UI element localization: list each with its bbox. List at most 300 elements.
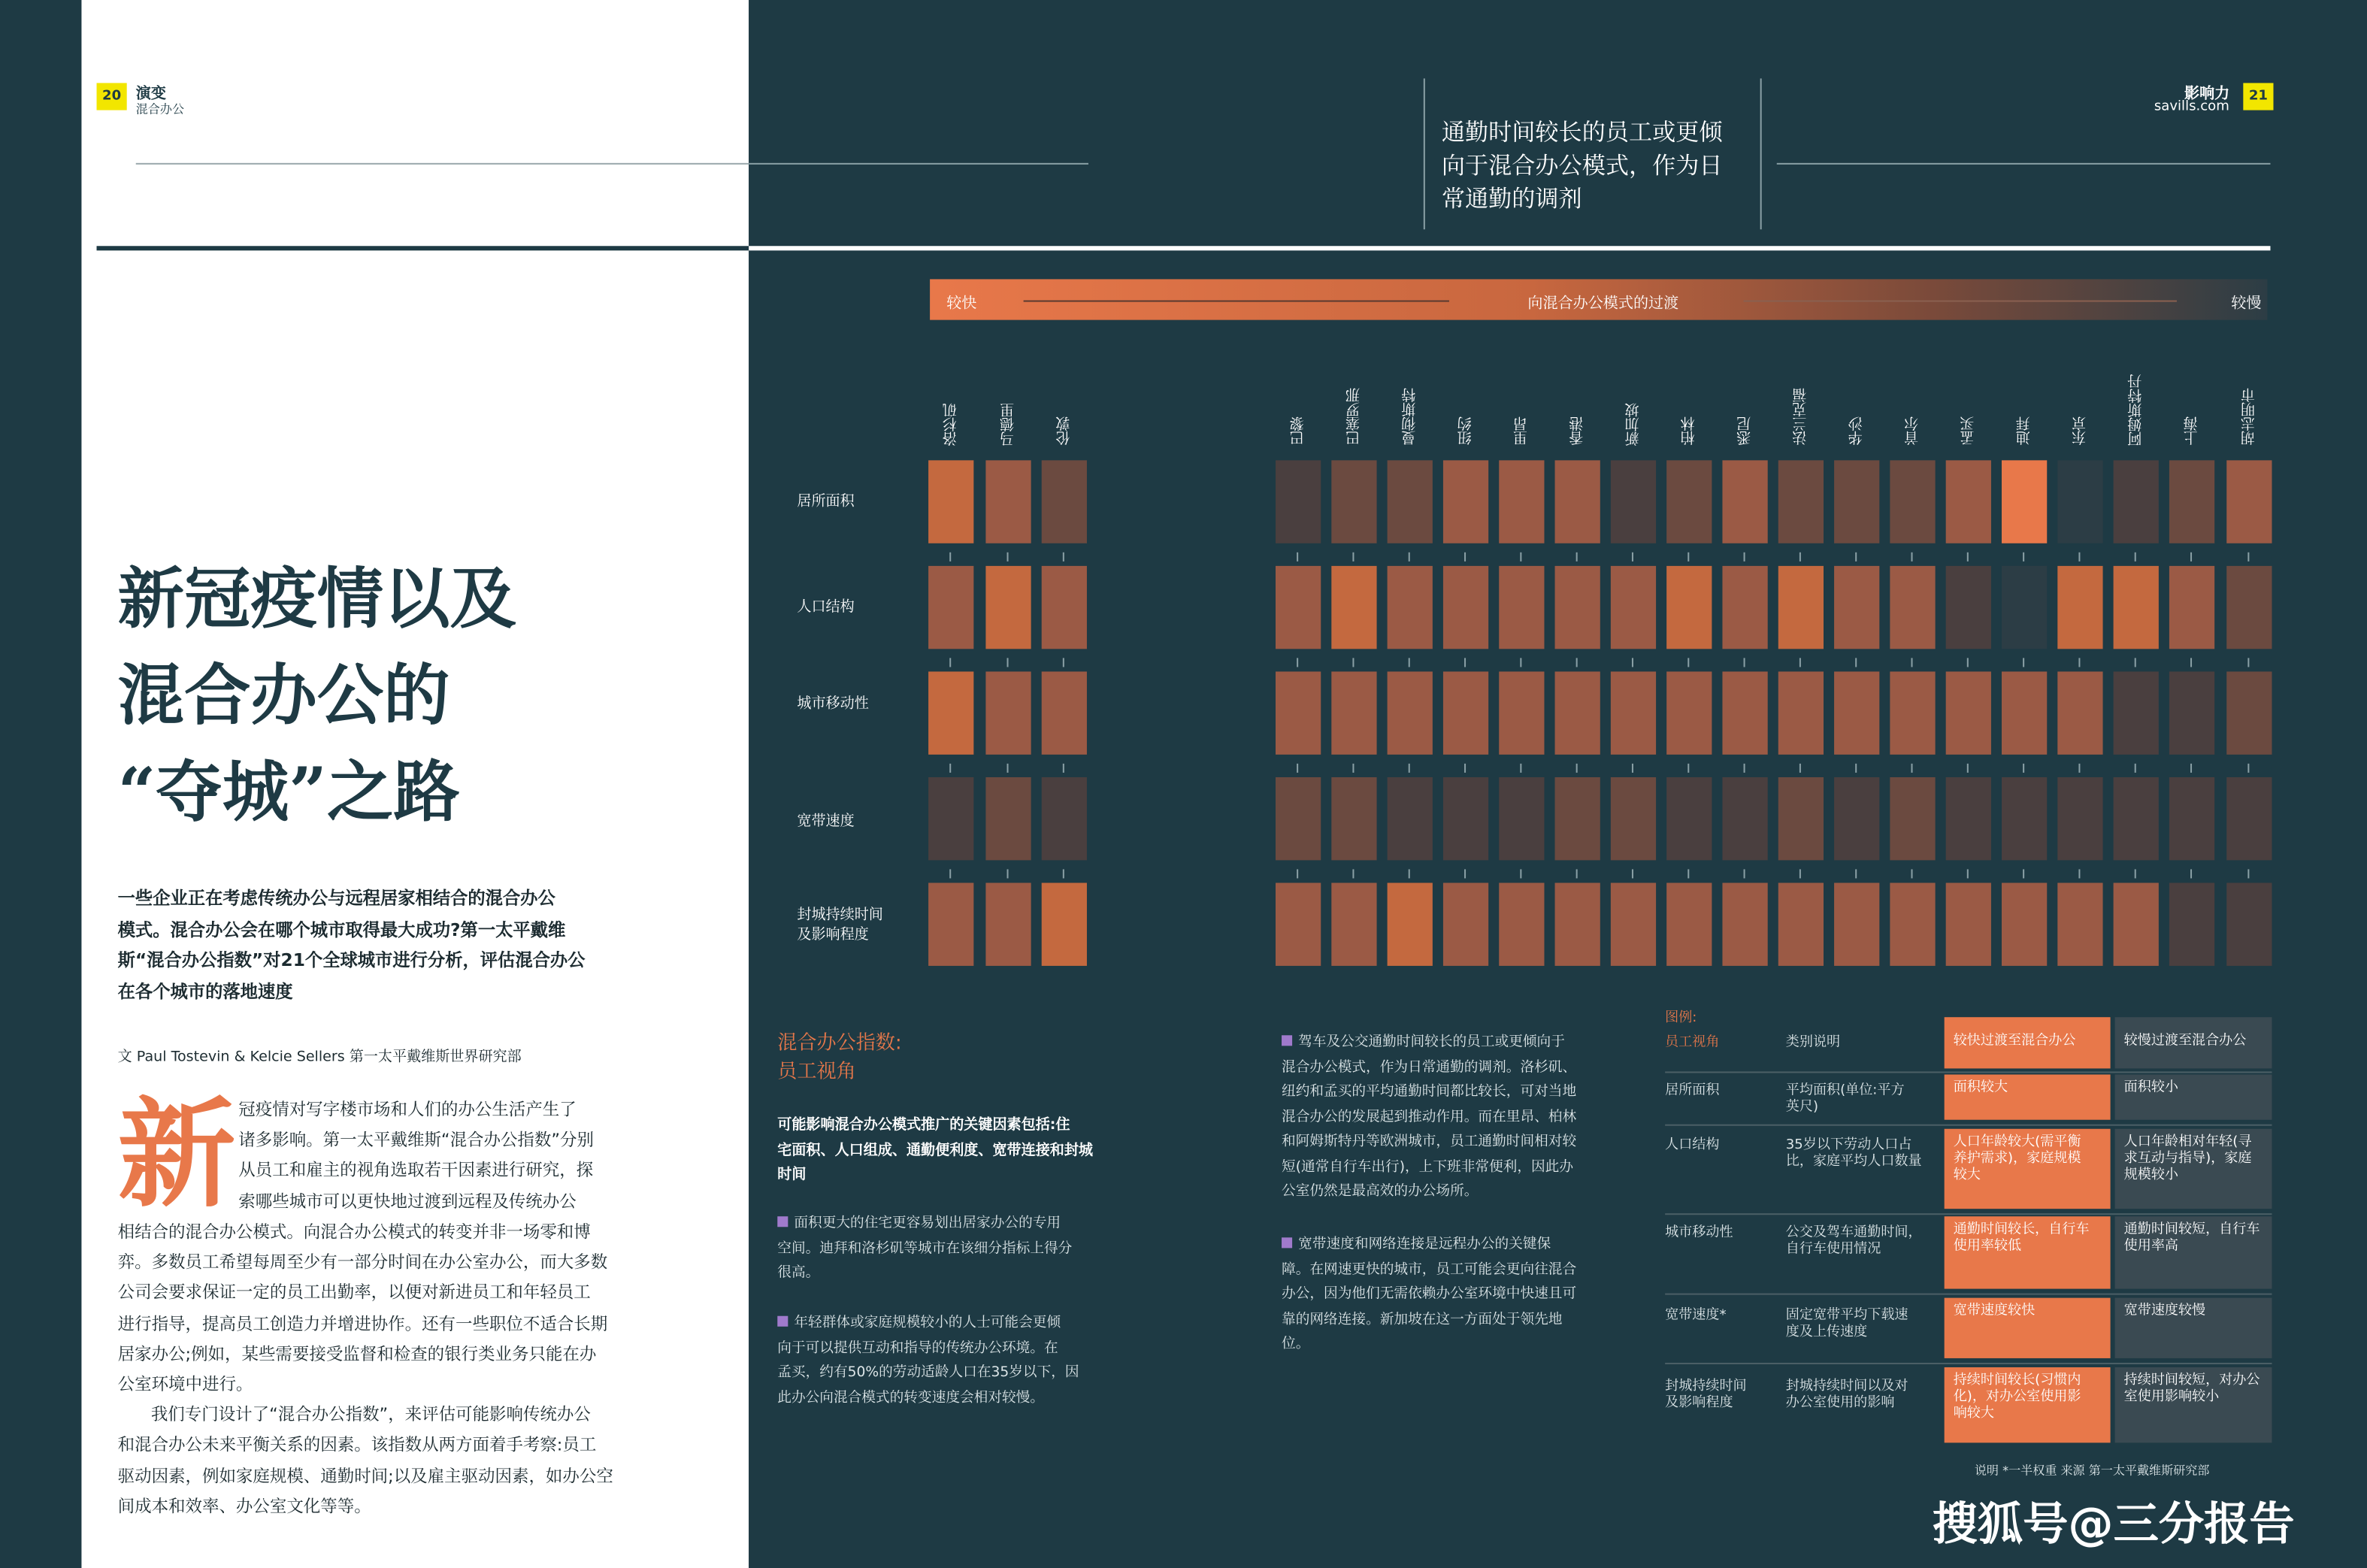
left-margin-strip [0, 0, 81, 1568]
gradient-label-fast: 较快 [946, 295, 977, 313]
heatmap-cell [985, 460, 1031, 543]
heatmap-cell [1834, 671, 1879, 754]
row-tick [1744, 764, 1745, 773]
legend-row-name: 封城持续时间 及影响程度 [1665, 1379, 1747, 1412]
row-tick [2247, 764, 2249, 773]
heatmap-cell [1778, 883, 1824, 966]
row-tick [1464, 869, 1466, 878]
note-line: 很高。 [777, 1264, 820, 1282]
city-label: 胡志明市 [2241, 387, 2259, 446]
note-line: 混合办公的发展起到推动作用。而在里昂、柏林 [1282, 1108, 1577, 1125]
heatmap-cell [1666, 566, 1712, 649]
row-tick [2190, 869, 2192, 878]
row-tick [1352, 552, 1354, 562]
note-line: 面积更大的住宅更容易划出居家办公的专用 [794, 1215, 1061, 1232]
legend-row-name: 城市移动性 [1665, 1225, 1733, 1241]
body-line: 诸多影响。第一太平戴维斯“混合办公指数”分别 [238, 1131, 594, 1151]
heatmap-cell [2226, 671, 2272, 754]
heatmap-cell [1388, 671, 1433, 754]
heatmap-cell [928, 671, 973, 754]
row-tick [2247, 552, 2249, 562]
note-line: 混合办公模式，作为日常通勤的调剂。洛杉矶、 [1282, 1058, 1577, 1076]
city-label: 巴黎 [1291, 416, 1308, 446]
row-tick [1297, 552, 1298, 562]
row-tick [1799, 764, 1801, 773]
bullet-icon [1282, 1035, 1292, 1046]
heatmap-cell [1722, 883, 1767, 966]
heatmap-cell [1555, 460, 1600, 543]
body-line: 相结合的混合办公模式。向混合办公模式的转变并非一场零和博 [117, 1222, 591, 1243]
legend-row-fast: 持续时间较长(习惯内 化)，对办公室使用影 响较大 [1945, 1367, 2111, 1442]
heatmap-cell [1778, 566, 1824, 649]
heatmap-cell [1834, 777, 1879, 860]
heatmap-cell [1555, 883, 1600, 966]
row-tick [2247, 869, 2249, 878]
legend-row-slow: 人口年龄相对年轻(寻 求互动与指导)，家庭 规模较小 [2115, 1129, 2272, 1209]
note-line: 年轻群体或家庭规模较小的人士可能会更倾 [794, 1314, 1061, 1331]
heatmap-cell [1388, 777, 1433, 860]
city-label: 纽约 [1458, 416, 1476, 446]
row-tick [1744, 658, 1745, 667]
heatmap-cell [1499, 777, 1544, 860]
row-tick [2078, 869, 2080, 878]
heatmap-cell [2226, 460, 2272, 543]
heatmap-cell [1388, 566, 1433, 649]
row-tick [1352, 869, 1354, 878]
row-tick [1063, 869, 1064, 878]
row-tick [1967, 552, 1969, 562]
row-tick [1464, 552, 1466, 562]
row-tick [1855, 552, 1857, 562]
heatmap-cell [1388, 460, 1433, 543]
note-line: 位。 [1282, 1335, 1310, 1352]
lede-line: 一些企业正在考虑传统办公与远程居家相结合的混合办公 [117, 887, 555, 909]
heatmap-cell [1666, 460, 1712, 543]
header-rule [136, 163, 749, 165]
heatmap-cell [1890, 566, 1935, 649]
note-line: 宽带速度和网络连接是远程办公的关键保 [1298, 1236, 1551, 1253]
heatmap-cell [1611, 460, 1656, 543]
row-tick [949, 552, 951, 562]
index-title-line: 员工视角 [777, 1061, 856, 1084]
row-tick [1687, 658, 1689, 667]
heatmap-cell [1443, 671, 1488, 754]
row-tick [1520, 658, 1521, 667]
heatmap-cell [2226, 883, 2272, 966]
heatmap-cell [985, 671, 1031, 754]
row-tick [1967, 658, 1969, 667]
heatmap-cell [2169, 460, 2214, 543]
index-title-line: 混合办公指数: [777, 1032, 902, 1055]
headline-line: “夺城”之路 [117, 754, 460, 832]
index-intro [777, 1114, 1102, 1188]
legend-separator [1665, 1363, 2272, 1364]
heatmap-cell [2002, 460, 2047, 543]
note-line: 孟买，约有50%的劳动适龄人口在35岁以下，因 [777, 1364, 1079, 1382]
legend-row-name: 宽带速度* [1665, 1308, 1727, 1324]
legend-row-slow: 宽带速度较慢 [2115, 1298, 2272, 1358]
body-line: 弈。多数员工希望每周至少有一部分时间在办公室办公，而大多数 [117, 1252, 608, 1273]
row-tick [949, 869, 951, 878]
row-tick [1911, 869, 1912, 878]
row-tick [1007, 658, 1009, 667]
gradient-line-right [1744, 301, 2177, 302]
row-tick [1352, 658, 1354, 667]
body-line: 和混合办公未来平衡关系的因素。该指数从两方面着手考察:员工 [117, 1436, 597, 1456]
factor-label: 人口结构 [797, 599, 855, 616]
row-tick [2247, 658, 2249, 667]
city-label: 柏林 [1681, 416, 1699, 446]
heatmap-cell [928, 566, 973, 649]
pull-quote-line: 常通勤的调剂 [1441, 185, 1582, 213]
body-full [118, 1218, 631, 1523]
legend-row-name: 人口结构 [1665, 1137, 1720, 1153]
pull-quote-line: 向于混合办公模式，作为日 [1441, 152, 1723, 180]
row-tick [1520, 764, 1521, 773]
quote-rule-right [1760, 78, 1762, 229]
index-intro-line: 时间 [777, 1166, 807, 1184]
note-commute [1282, 1031, 1606, 1205]
heatmap-cell [1890, 671, 1935, 754]
legend-row-desc: 封城持续时间以及对 办公室使用的影响 [1785, 1379, 1908, 1412]
index-intro-line: 可能影响混合办公模式推广的关键因素包括:住 [777, 1116, 1070, 1134]
row-tick [1799, 658, 1801, 667]
legend-row-fast: 人口年龄较大(需平衡 养护需求)，家庭规模 较大 [1945, 1129, 2111, 1209]
heatmap-cell [928, 777, 973, 860]
heatmap-cell [2114, 883, 2159, 966]
row-tick [2190, 552, 2192, 562]
body-line: 间成本和效率、办公室文化等等。 [117, 1497, 371, 1517]
row-tick [949, 764, 951, 773]
row-tick [1687, 552, 1689, 562]
heatmap-cell [1890, 460, 1935, 543]
factor-label: 宽带速度 [797, 813, 855, 831]
row-tick [1744, 552, 1745, 562]
heatmap-cell [2057, 777, 2102, 860]
heatmap-cell [1834, 883, 1879, 966]
row-tick [949, 658, 951, 667]
heatmap-cell [985, 883, 1031, 966]
page-number-badge-right: 21 [2243, 83, 2273, 110]
row-tick [1297, 869, 1298, 878]
heatmap-cell [2057, 671, 2102, 754]
header-rule-right-a [749, 163, 1088, 165]
city-label: 悉尼 [1737, 416, 1754, 446]
header-rule-right-b [1777, 163, 2271, 165]
body-line: 进行指导，提高员工创造力并增进协作。还有一些职位不适合长期 [117, 1313, 608, 1334]
heatmap-cell [2002, 671, 2047, 754]
heatmap-cell [1834, 460, 1879, 543]
legend-row-fast: 通勤时间较长，自行车 使用率较低 [1945, 1216, 2111, 1288]
row-tick [1911, 552, 1912, 562]
section-title: 演变 [135, 86, 166, 103]
row-tick [1297, 658, 1298, 667]
row-tick [2023, 552, 2024, 562]
heatmap-cell [1946, 777, 1991, 860]
row-tick [1063, 658, 1064, 667]
row-tick [1799, 552, 1801, 562]
section-subtitle: 混合办公 [135, 102, 185, 117]
lede-line: 斯“混合办公指数”对21个全球城市进行分析，评估混合办公 [117, 949, 586, 970]
heatmap-cell [1666, 777, 1712, 860]
heatmap-cell [1443, 566, 1488, 649]
legend-row-desc: 平均面积(单位:平方 英尺) [1785, 1083, 1905, 1115]
legend-row-fast: 面积较大 [1945, 1074, 2111, 1119]
city-label: 伦敦 [1056, 416, 1073, 446]
gradient-line-left [1024, 301, 1449, 302]
heatmap-cell [1834, 566, 1879, 649]
heatmap-cell [1331, 777, 1376, 860]
heatmap-cell [1331, 566, 1376, 649]
row-tick [1007, 764, 1009, 773]
heatmap-cell [2057, 883, 2102, 966]
heatmap-cell [1331, 883, 1376, 966]
row-tick [1409, 764, 1410, 773]
city-label: 迪拜 [2017, 416, 2034, 446]
body-indented [238, 1096, 616, 1218]
body-line: 公司会要求保证一定的员工出勤率，以便对新进员工和年轻员工 [117, 1283, 591, 1303]
row-tick [2023, 658, 2024, 667]
index-title [777, 1029, 901, 1086]
brand-title: 影响力 [2184, 86, 2230, 103]
legend-row-desc: 35岁以下劳动人口占 比，家庭平均人口数量 [1785, 1137, 1922, 1170]
heatmap-cell [2169, 883, 2214, 966]
heatmap-cell [1778, 671, 1824, 754]
watermark: 搜狐号@三分报告 [1932, 1498, 2295, 1551]
byline: 文 Paul Tostevin & Kelcie Sellers 第一太平戴维斯世界研究部 [117, 1049, 522, 1066]
heatmap-cell [2002, 566, 2047, 649]
heatmap-cell [985, 777, 1031, 860]
city-label: 新加坡 [1625, 402, 1643, 446]
row-tick [1967, 764, 1969, 773]
legend-row-name: 居所面积 [1665, 1083, 1720, 1099]
heatmap-cell [1890, 883, 1935, 966]
heatmap-cell [1499, 460, 1544, 543]
body-line: 我们专门设计了“混合办公指数”，来评估可能影响传统办公 [150, 1405, 591, 1425]
row-tick [1464, 658, 1466, 667]
heatmap-cell [1443, 777, 1488, 860]
brand-site: savills.com [2154, 99, 2229, 115]
body-line: 公室环境中进行。 [117, 1375, 253, 1395]
heatmap-cell [1331, 671, 1376, 754]
heatmap-cell [928, 883, 973, 966]
row-tick [2023, 764, 2024, 773]
row-tick [1352, 764, 1354, 773]
city-label: 首尔 [1905, 416, 1922, 446]
heatmap-cell [1276, 671, 1321, 754]
note-line: 和阿姆斯特丹等欧洲城市，员工通勤时间相对较 [1282, 1133, 1577, 1150]
row-tick [1576, 658, 1578, 667]
heatmap-cell [2226, 566, 2272, 649]
heatmap-cell [1042, 566, 1087, 649]
heatmap-cell [1722, 777, 1767, 860]
row-tick [1967, 869, 1969, 878]
city-label: 马德里 [1000, 402, 1018, 446]
heatmap-cell [1722, 460, 1767, 543]
heatmap-cell [1042, 671, 1087, 754]
row-tick [2078, 658, 2080, 667]
legend-row-slow: 面积较小 [2115, 1074, 2272, 1119]
note-line: 靠的网络连接。新加坡在这一方面处于领先地 [1282, 1310, 1563, 1327]
city-label: 巴塞罗那 [1346, 387, 1364, 446]
legend-separator [1665, 1213, 2272, 1215]
legend-header-desc: 类别说明 [1785, 1035, 1841, 1051]
row-tick [1297, 764, 1298, 773]
row-tick [1855, 869, 1857, 878]
heatmap-cell [2114, 671, 2159, 754]
row-tick [1520, 869, 1521, 878]
heatmap-cell [1946, 566, 1991, 649]
note-area [777, 1212, 1102, 1286]
legend-separator [1665, 1294, 2272, 1295]
legend-header-factor: 员工视角 [1665, 1035, 1720, 1051]
row-tick [1744, 869, 1745, 878]
legend-row-slow: 通勤时间较短，自行车 使用率高 [2115, 1216, 2272, 1288]
heatmap-cell [928, 460, 973, 543]
note-line: 此办公向混合模式的转变速度会相对较慢。 [777, 1389, 1045, 1406]
heatmap-cell [1042, 883, 1087, 966]
legend-row-desc: 固定宽带平均下载速 度及上传速度 [1785, 1308, 1908, 1340]
legend-row-slow: 持续时间较短，对办公 室使用影响较小 [2115, 1367, 2272, 1442]
heatmap-cell [1276, 883, 1321, 966]
heatmap-cell [1276, 777, 1321, 860]
lede-line: 模式。混合办公会在哪个城市取得最大成功?第一太平戴维 [117, 918, 566, 940]
heatmap-cell [2057, 566, 2102, 649]
heatmap-cell [1042, 460, 1087, 543]
row-tick [1911, 764, 1912, 773]
gradient-label-center: 向混合办公模式的过渡 [1527, 295, 1679, 313]
legend-separator [1665, 1071, 2272, 1073]
row-tick [1632, 552, 1633, 562]
header-thick-rule [97, 246, 749, 250]
bullet-icon [777, 1216, 788, 1227]
row-tick [1576, 552, 1578, 562]
heatmap-cell [2114, 460, 2159, 543]
headline-line: 混合办公的 [117, 658, 450, 735]
heatmap-cell [2226, 777, 2272, 860]
body-line: 居家办公;例如，某些需要接受监督和检查的银行类业务只能在办 [117, 1344, 597, 1364]
legend-header-fast: 较快过渡至混合办公 [1945, 1017, 2111, 1068]
heatmap-cell [1555, 671, 1600, 754]
heatmap-cell [1666, 671, 1712, 754]
heatmap-cell [1946, 460, 1991, 543]
city-label: 洛杉矶 [943, 402, 961, 446]
gradient-label-slow: 较慢 [2231, 295, 2262, 313]
note-line: 驾车及公交通勤时间较长的员工或更倾向于 [1298, 1034, 1565, 1051]
note-line: 纽约和孟买的平均通勤时间都比较长，可对当地 [1282, 1083, 1577, 1100]
drop-cap: 新 [117, 1086, 236, 1224]
heatmap-cell [1946, 883, 1991, 966]
row-tick [1632, 869, 1633, 878]
factor-label: 居所面积 [797, 493, 855, 510]
pull-quote-line: 通勤时间较长的员工或更倾 [1441, 119, 1723, 147]
body-line: 从员工和雇主的视角选取若干因素进行研究，探 [238, 1161, 594, 1181]
city-label: 香港 [1569, 416, 1587, 446]
heatmap-cell [1946, 671, 1991, 754]
heatmap-cell [2002, 883, 2047, 966]
heatmap-cell [1331, 460, 1376, 543]
row-tick [1855, 658, 1857, 667]
heatmap-cell [1443, 883, 1488, 966]
note-line: 短(通常自行车出行)，上下班非常便利，因此办 [1282, 1158, 1574, 1175]
heatmap-cell [2114, 777, 2159, 860]
headline [118, 552, 516, 842]
row-tick [1520, 552, 1521, 562]
heatmap-cell [2169, 671, 2214, 754]
factor-label: 封城持续时间 及影响程度 [797, 907, 883, 943]
row-tick [2190, 658, 2192, 667]
row-tick [1799, 869, 1801, 878]
row-tick [1687, 764, 1689, 773]
row-tick [1576, 764, 1578, 773]
bullet-icon [1282, 1237, 1292, 1248]
city-label: 上海 [2184, 416, 2202, 446]
heatmap-cell [1722, 566, 1767, 649]
row-tick [2078, 552, 2080, 562]
city-label: 东京 [2072, 416, 2090, 446]
heatmap-cell [1890, 777, 1935, 860]
heatmap-cell [1722, 671, 1767, 754]
row-tick [1576, 869, 1578, 878]
legend-footnote: 说明 *一半权重 来源 第一太平戴维斯研究部 [1974, 1464, 2210, 1478]
city-label: 里昂 [1514, 416, 1531, 446]
city-label: 阿姆斯特丹 [2128, 373, 2145, 446]
row-tick [2078, 764, 2080, 773]
note-line: 向于可以提供互动和指导的传统办公环境。在 [777, 1339, 1058, 1356]
heatmap-cell [1276, 460, 1321, 543]
body-line: 驱动因素，例如家庭规模、通勤时间;以及雇主驱动因素，如办公空 [117, 1466, 613, 1486]
row-tick [2135, 764, 2136, 773]
row-tick [1464, 764, 1466, 773]
note-broadband [1282, 1233, 1606, 1358]
heatmap-cell [985, 566, 1031, 649]
row-tick [1632, 658, 1633, 667]
city-label: 曼彻斯特 [1402, 387, 1419, 446]
factor-label: 城市移动性 [797, 695, 869, 713]
heatmap-cell [1555, 566, 1600, 649]
body-line: 冠疫情对写字楼市场和人们的办公生活产生了 [238, 1100, 577, 1120]
heatmap-cell [1611, 777, 1656, 860]
row-tick [1409, 552, 1410, 562]
index-intro-line: 宅面积、人口组成、通勤便利度、宽带连接和封城 [777, 1141, 1094, 1158]
row-tick [2135, 658, 2136, 667]
lede-line: 在各个城市的落地速度 [117, 980, 293, 1002]
note-line: 障。在网速更快的城市，员工可能会更向往混合 [1282, 1261, 1577, 1278]
row-tick [1063, 764, 1064, 773]
city-label: 华沙 [1849, 416, 1866, 446]
pull-quote [1442, 117, 1751, 216]
row-tick [1007, 552, 1009, 562]
city-label: 孟买 [1960, 416, 1978, 446]
heatmap-cell [1499, 671, 1544, 754]
heatmap-cell [2169, 566, 2214, 649]
heatmap-cell [1276, 566, 1321, 649]
row-tick [2190, 764, 2192, 773]
heatmap-cell [2002, 777, 2047, 860]
heatmap-cell [1611, 883, 1656, 966]
page-number-badge-left: 20 [97, 83, 127, 110]
heatmap-cell [1555, 777, 1600, 860]
note-line: 公室仍然是最高效的办公场所。 [1282, 1183, 1479, 1200]
row-tick [1007, 869, 1009, 878]
heatmap-cell [1611, 671, 1656, 754]
quote-rule-left [1424, 78, 1425, 229]
row-tick [1063, 552, 1064, 562]
heatmap-cell [1666, 883, 1712, 966]
heatmap-cell [1778, 777, 1824, 860]
heatmap-cell [1443, 460, 1488, 543]
heatmap-cell [2169, 777, 2214, 860]
